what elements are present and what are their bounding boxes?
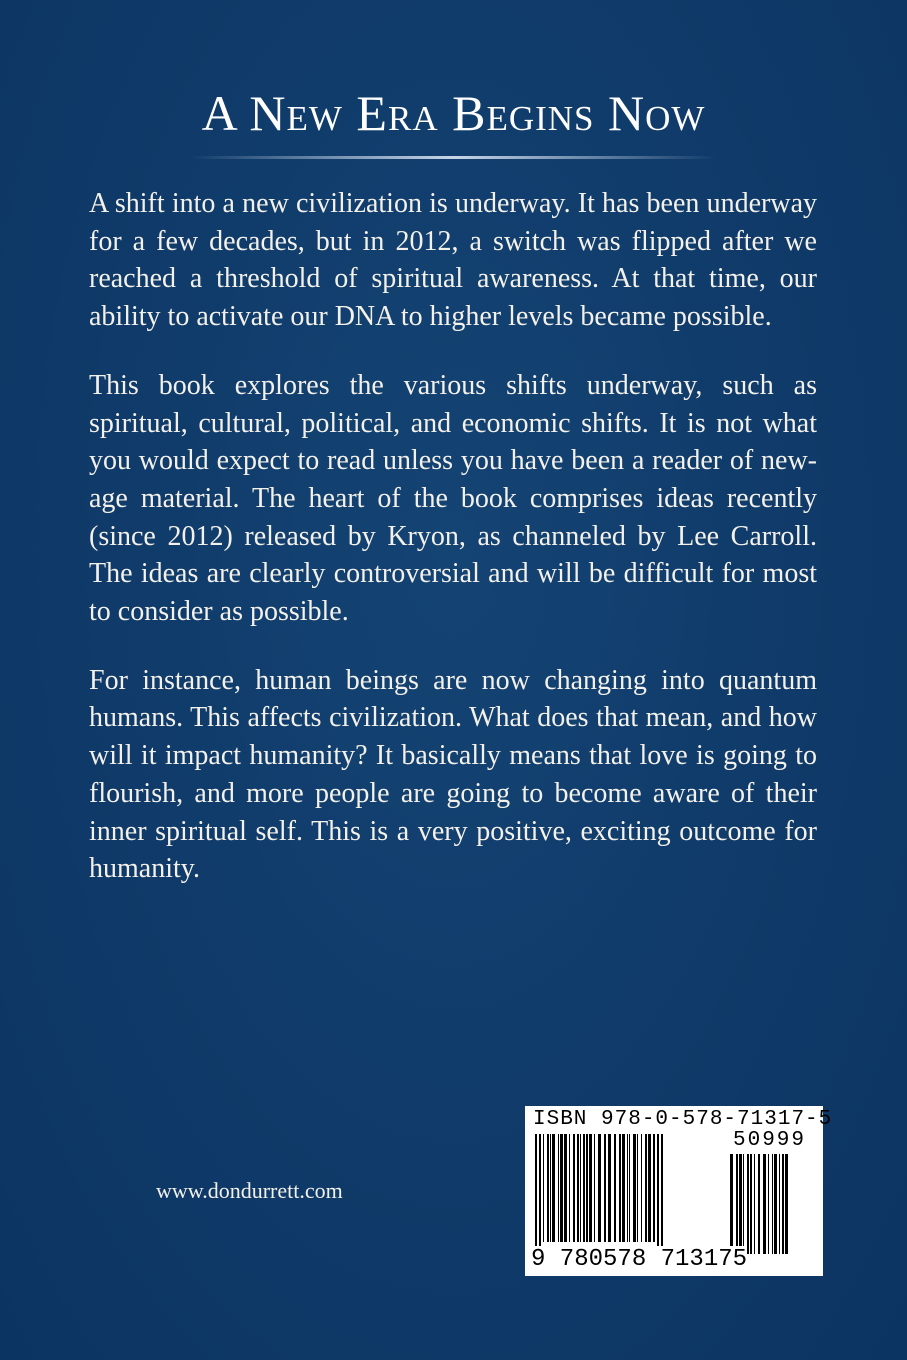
barcode-supplement-bars (730, 1154, 814, 1259)
barcode-bar (614, 1134, 616, 1242)
barcode-bar (768, 1154, 769, 1254)
barcode-bar (750, 1154, 752, 1254)
barcode-bar (661, 1134, 663, 1256)
barcode-bar (739, 1154, 742, 1254)
barcode-bar (747, 1154, 749, 1254)
barcode-bar (550, 1134, 551, 1242)
barcode-bar (583, 1134, 585, 1242)
blurb (89, 185, 817, 919)
barcode-bar (569, 1134, 570, 1242)
barcode-bar (779, 1154, 780, 1254)
barcode-bar (598, 1134, 601, 1242)
barcode-bar (629, 1134, 630, 1242)
barcode-main-bars (535, 1134, 725, 1259)
barcode-bar (774, 1154, 777, 1254)
author-website: www.dondurrett.com (156, 1178, 343, 1203)
barcode-bar (535, 1134, 537, 1256)
isbn-barcode (525, 1106, 833, 1276)
barcode-bar (758, 1154, 760, 1254)
barcode-bar (785, 1154, 788, 1254)
barcode-bar (552, 1134, 555, 1242)
title-divider (190, 156, 717, 159)
barcode-bar (645, 1134, 647, 1242)
barcode-bar (573, 1134, 575, 1242)
isbn-number: ISBN 978-0-578-71317-5 (533, 1108, 833, 1131)
barcode-bar (594, 1134, 595, 1242)
barcode-bar (604, 1134, 606, 1242)
barcode-bar (622, 1134, 625, 1242)
barcode-bar (619, 1134, 621, 1242)
barcode-bar (547, 1134, 549, 1242)
book-title: A New Era Begins Now (201, 85, 706, 141)
barcode-bar (627, 1134, 628, 1242)
barcode-bar (743, 1154, 744, 1254)
barcode-bar (772, 1154, 773, 1254)
barcode-bar (633, 1134, 636, 1242)
barcode-bar (580, 1134, 581, 1242)
barcode-bar (543, 1134, 544, 1242)
barcode-bar (763, 1154, 766, 1254)
barcode-bar (657, 1134, 659, 1256)
barcode-bar (608, 1134, 611, 1242)
barcode-bar (589, 1134, 592, 1242)
barcode-bar (637, 1134, 638, 1242)
blurb-paragraph-3: For instance, human beings are now changing into quantum humans. This affects civilization. What does that mean, and how will it impact humanity? It basically means that love is going to flourish, and more people are going to become aware of their inner spiritual self. This is a very positive, exciting outcome for humanity. (89, 664, 817, 885)
barcode-bar (648, 1134, 651, 1242)
barcode-bar (577, 1134, 579, 1242)
barcode-bar (564, 1134, 567, 1242)
barcode-bar (754, 1154, 755, 1254)
barcode-bar (539, 1134, 541, 1256)
blurb-paragraph-1: A shift into a new civilization is underway. It has been underway for a few decades, but in 2012, a switch was flipped after we reached a threshold of spiritual awareness. At that time, our ability to activate our DNA to higher levels became possible. (89, 188, 817, 333)
barcode-bar (560, 1134, 563, 1242)
barcode-ean-digits: 9 780578 713175 (531, 1246, 748, 1273)
barcode-bar (558, 1134, 559, 1242)
barcode-bar (586, 1134, 588, 1242)
barcode-supplement-digits: 50999 (733, 1129, 807, 1152)
blurb-paragraph-2: This book explores the various shifts underway, such as spiritual, cultural, political, and economic shifts. It is not what you would expect to read unless you have been a reader of new-age material. The heart of the book comprises ideas recently (since 2012) released by Kryon, as channeled by Lee Carroll. The ideas are clearly controversial and will be difficult for most to consider as possible. (89, 369, 817, 628)
barcode-bar (782, 1154, 784, 1254)
barcode-bar (641, 1134, 642, 1242)
barcode-bar (653, 1134, 655, 1242)
barcode-bar (736, 1154, 738, 1254)
barcode-bar (730, 1154, 733, 1254)
